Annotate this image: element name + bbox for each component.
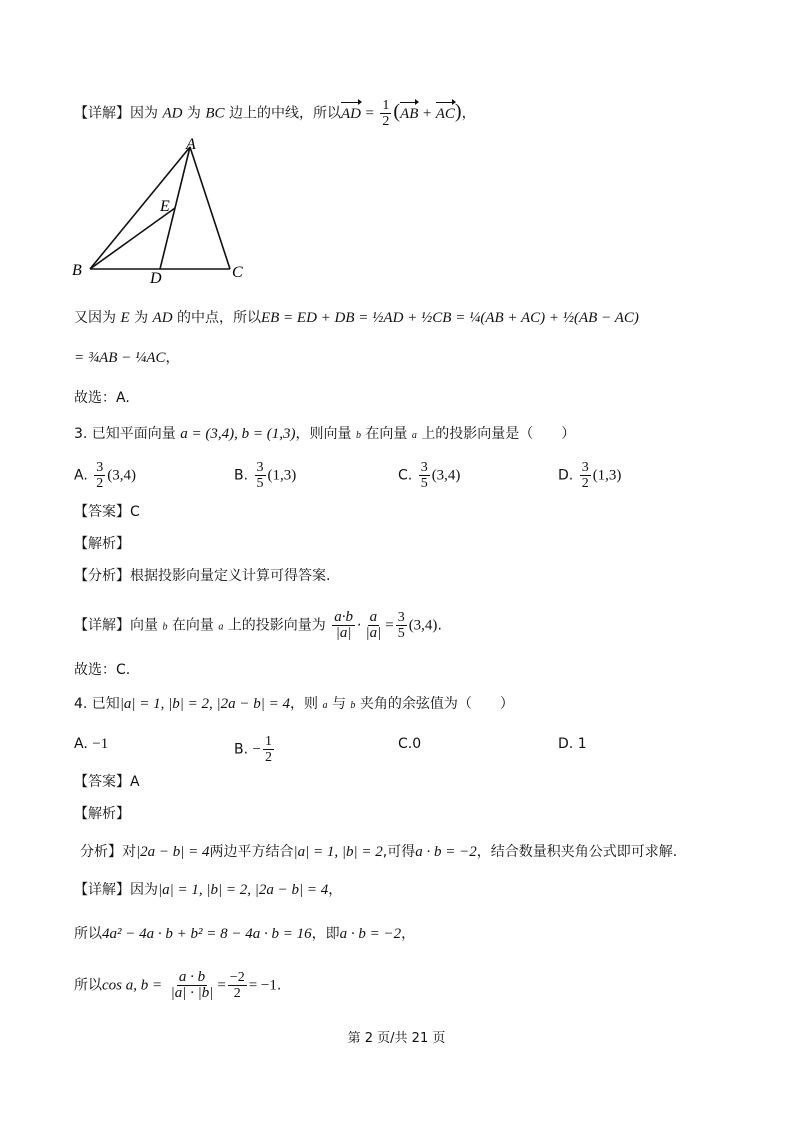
q3-answer: 【答案】C — [74, 504, 140, 520]
question-3-stem: 3. 已知平面向量 a = (3,4), b = (1,3)，则向量 b 在向量 a 上的投影向量是（ ） — [74, 426, 576, 442]
formula-EB-result: = ¾AB − ¼AC — [74, 350, 166, 366]
q4-option-c: C.0 — [398, 736, 422, 752]
q4-answer: 【答案】A — [74, 774, 140, 790]
q4-so2: 所以cos a, b = $\frac{a \cdot b}{|a| \cdot |b|}$ = $\frac{-2}{2}$ = −1. — [74, 969, 282, 1001]
vector-AD: AD — [341, 102, 361, 124]
q4-option-d: D. 1 — [558, 736, 587, 752]
q4-detail: 【详解】因为|a| = 1, |b| = 2, |2a − b| = 4， — [74, 882, 343, 898]
q3-option-b: B. $\frac{3}{5}$ (1,3) — [234, 460, 297, 491]
projection-fraction-1: $\frac{a\cdot b}{|a|}$ — [334, 609, 354, 641]
q4-so1: 所以4a² − 4a · b + b² = 8 − 4a · b = 16，即a · b = −2， — [74, 926, 416, 942]
detail-line-1: 【详解】因为 AD 为 BC 边上的中线，所以AD = $\frac{1}{2}$ (AB + AC)， — [74, 98, 476, 129]
label-E: E — [160, 198, 170, 215]
label-D: D — [150, 270, 162, 285]
choose-line-1: 故选：A. — [74, 390, 130, 406]
q3-detail: 【详解】向量 b 在向量 a 上的投影向量为 $\frac{a\cdot b}{|a|}$ · $\frac{a}{|a|}$ = $\frac{3}{5}$ (3,4). — [74, 609, 442, 641]
q3-choose: 故选：C. — [74, 662, 131, 678]
detail-tag: 【详解】 — [74, 105, 130, 122]
detail-line-3: = ¾AB − ¼AC， — [74, 350, 180, 366]
projection-fraction-2: $\frac{a}{|a|}$ — [365, 609, 382, 641]
label-C: C — [232, 264, 243, 281]
question-4-stem: 4. 已知|a| = 1, |b| = 2, |2a − b| = 4，则 a 与 b 夹角的余弦值为（ ） — [74, 696, 514, 712]
q3-analysis-tag: 【解析】 — [74, 536, 130, 552]
q4-option-b: B. − $\frac{1}{2}$ — [234, 734, 272, 765]
q3-fenxi: 【分析】根据投影向量定义计算可得答案. — [74, 568, 331, 584]
label-A: A — [186, 136, 196, 153]
fraction-half: $\frac{1}{2}$ — [382, 98, 390, 129]
q4-analysis-tag: 【解析】 — [74, 806, 130, 822]
q3-option-a: A. $\frac{3}{2}$ (3,4) — [74, 460, 136, 491]
triangle-figure — [70, 135, 260, 285]
q4-fenxi: 分析】对|2a − b| = 4两边平方结合|a| = 1, |b| = 2,可得a · b = −2，结合数量积夹角公式即可求解. — [80, 844, 678, 860]
page-footer: 第 2 页/共 21 页 — [347, 1031, 446, 1046]
detail-line-2: 又因为 E 为 AD 的中点，所以EB = ED + DB = ½AD + ½CB = ¼(AB + AC) + ½(AB − AC) — [74, 310, 639, 326]
segment-AC — [190, 147, 230, 269]
formula-EB: EB = ED + DB = ½AD + ½CB = ¼(AB + AC) + ½(AB − AC) — [260, 310, 639, 326]
q4-option-a: A. −1 — [74, 736, 109, 752]
vector-AB: AB — [400, 102, 418, 124]
vector-AC: AC — [436, 102, 455, 124]
q3-option-c: C. $\frac{3}{5}$ (3,4) — [398, 460, 461, 491]
q3-option-d: D. $\frac{3}{2}$ (1,3) — [558, 460, 622, 491]
label-B: B — [72, 262, 82, 279]
